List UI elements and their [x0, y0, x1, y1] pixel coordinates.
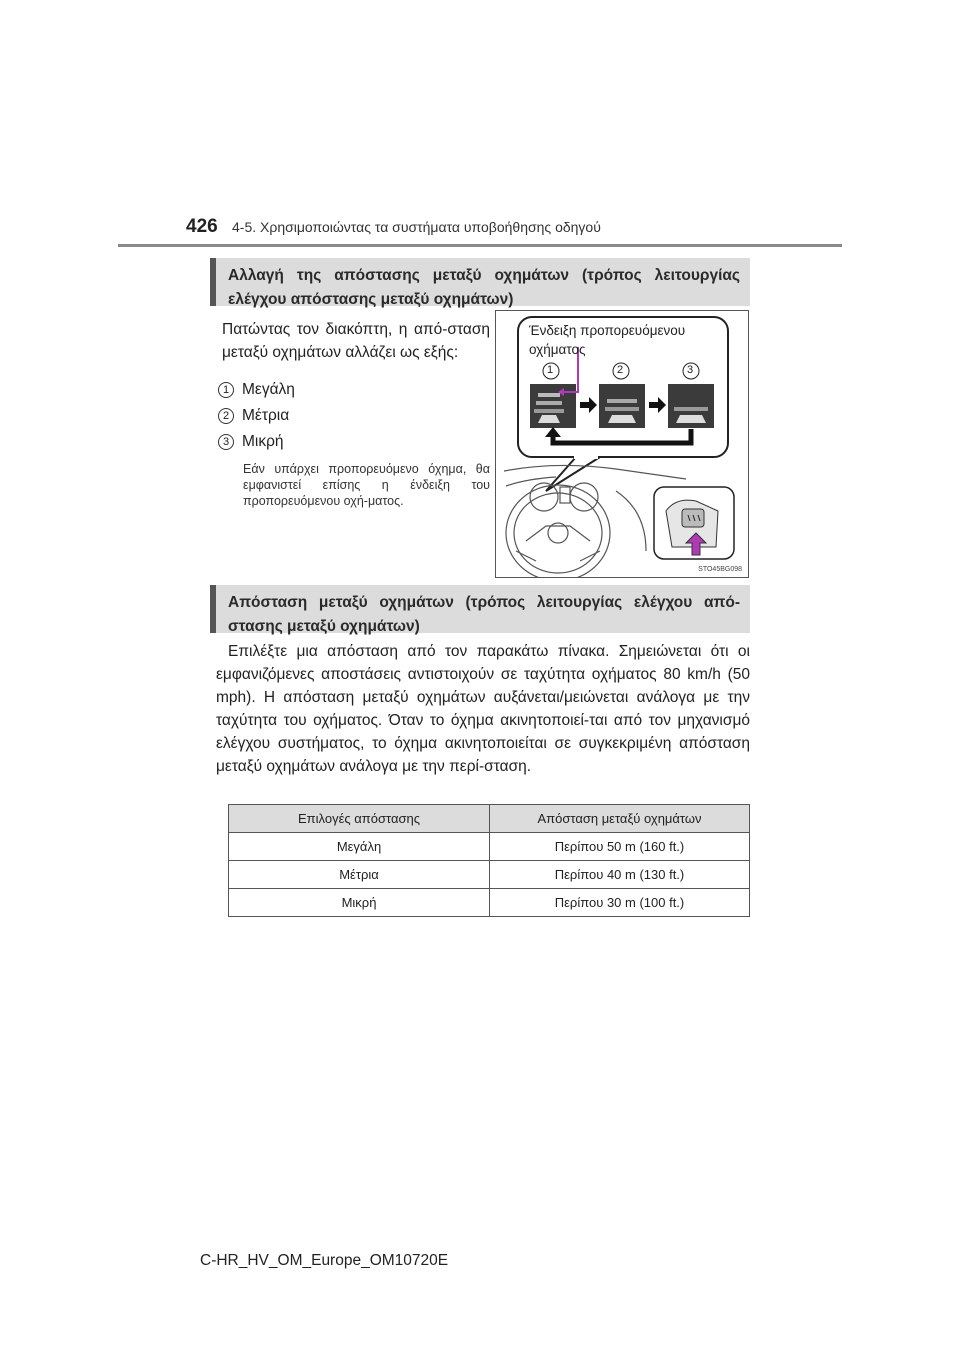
number-marker: 2 [218, 408, 234, 424]
display-long-icon [530, 384, 576, 428]
table-row [229, 833, 750, 861]
header-rule [118, 244, 842, 247]
note-text: Εάν υπάρχει προπορευόμενο όχημα, θα εμφανιστεί επίσης η ένδειξη του προπορευόμενου οχή-ματος. [243, 462, 490, 508]
figure-marker-label: 2 [617, 364, 624, 376]
page-number: 426 [186, 216, 218, 237]
option-medium [218, 407, 289, 425]
display-short-icon [668, 384, 714, 428]
option-long [218, 381, 295, 399]
body-paragraph: Επιλέξτε μια απόσταση από τον παρακάτω πίνακα. Σημειώνεται ότι οι εμφανιζόμενες αποστάσεις αντιστοιχούν σε ταχύτητα οχήματος 80 km/h (50 mph). Η απόσταση μεταξύ οχημάτων αυξάνεται/μειώνεται ανάλογα με την ταχύτητα του οχήματος. Όταν το όχημα ακινητοποιεί-ται από τον μηχανισμό ελέγχου συστήματος, το όχημα ακινητοποιείται σε συγκεκριμένη απόσταση μεταξύ οχημάτων ανάλογα με την περί-σταση. [216, 643, 750, 775]
table-header: Επιλογές απόστασης [229, 805, 490, 833]
table-cell: Περίπου 30 m (100 ft.) [490, 889, 750, 917]
footer-code: C-HR_HV_OM_Europe_OM10720E [200, 1252, 449, 1269]
figure-caption [529, 321, 685, 359]
table-header: Απόσταση μεταξύ οχημάτων [490, 805, 750, 833]
table-row [229, 889, 750, 917]
display-medium-icon [599, 384, 645, 428]
distance-switch-figure [495, 310, 749, 578]
table-cell: Περίπου 50 m (160 ft.) [490, 833, 750, 861]
section-path: 4-5. Χρησιμοποιώντας τα συστήματα υποβοήθησης οδηγού [232, 219, 601, 235]
section-heading-change-distance: Αλλαγή της απόστασης μεταξύ οχημάτων (τρόπος λειτουργίας ελέγχου απόστασης μεταξύ οχημάτων) [210, 258, 750, 306]
intro-paragraph: Πατώντας τον διακόπτη, η από-σταση μεταξύ οχημάτων αλλάζει ως εξής: [222, 321, 490, 361]
option-label: Μέτρια [242, 407, 290, 424]
number-marker: 3 [218, 434, 234, 450]
table-cell: Μέτρια [229, 861, 490, 889]
figure-marker-label: 3 [687, 364, 694, 376]
table-header-row [229, 805, 750, 833]
section-heading-distance-table: Απόσταση μεταξύ οχημάτων (τρόπος λειτουργίας ελέγχου από-στασης μεταξύ οχημάτων) [210, 585, 750, 633]
figure-marker-label: 1 [547, 364, 554, 376]
table-row [229, 861, 750, 889]
figure-caption-line2: οχήματος [529, 342, 586, 357]
table-cell: Μικρή [229, 889, 490, 917]
option-label: Μεγάλη [242, 381, 295, 398]
figure-frame [495, 310, 749, 578]
option-short [218, 433, 284, 451]
option-label: Μικρή [242, 433, 284, 450]
figure-caption-line1: Ένδειξη προπορευόμενου [529, 323, 686, 338]
table-cell: Μεγάλη [229, 833, 490, 861]
figure-code: STO45BG098 [698, 566, 742, 573]
table-cell: Περίπου 40 m (130 ft.) [490, 861, 750, 889]
distance-table [228, 804, 750, 917]
number-marker: 1 [218, 382, 234, 398]
